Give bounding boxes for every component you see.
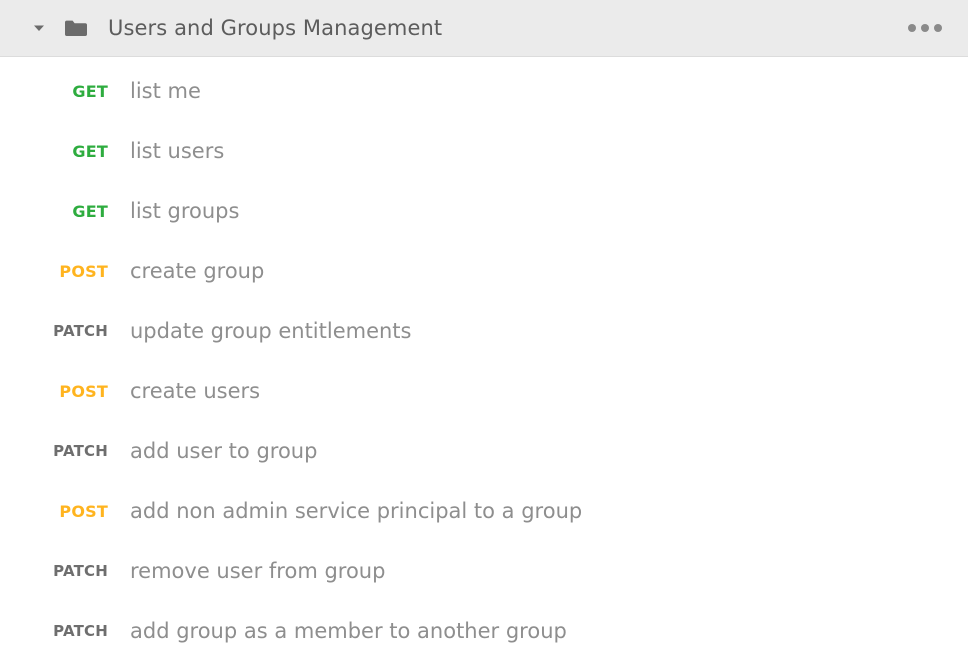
request-list	[0, 57, 968, 672]
request-name: list users	[130, 139, 225, 163]
request-method: POST	[59, 261, 108, 281]
request-name: add user to group	[130, 439, 318, 463]
list-item[interactable]	[0, 421, 968, 481]
request-name: create users	[130, 379, 261, 403]
chevron-down-icon[interactable]	[28, 17, 50, 39]
request-name: update group entitlements	[130, 319, 412, 343]
list-item[interactable]	[0, 121, 968, 181]
request-method: POST	[59, 381, 108, 401]
request-method: GET	[72, 141, 108, 161]
ellipsis-dot	[934, 24, 942, 32]
list-item[interactable]	[0, 301, 968, 361]
request-method: PATCH	[53, 322, 108, 340]
list-item[interactable]	[0, 601, 968, 661]
list-item[interactable]	[0, 481, 968, 541]
list-item[interactable]	[0, 361, 968, 421]
request-method: GET	[72, 81, 108, 101]
request-method: PATCH	[53, 442, 108, 460]
request-method: GET	[72, 201, 108, 221]
list-item[interactable]	[0, 181, 968, 241]
request-method: POST	[59, 501, 108, 521]
request-method: PATCH	[53, 562, 108, 580]
request-method: PATCH	[53, 622, 108, 640]
request-name: remove user from group	[130, 559, 386, 583]
folder-header[interactable]	[0, 0, 968, 57]
request-name: create group	[130, 259, 265, 283]
list-item[interactable]	[0, 61, 968, 121]
folder-title: Users and Groups Management	[108, 16, 443, 40]
folder-context-menu-button[interactable]	[904, 18, 946, 38]
request-name: add non admin service principal to a group	[130, 499, 583, 523]
request-name: list groups	[130, 199, 240, 223]
request-name: list me	[130, 79, 201, 103]
ellipsis-dot	[908, 24, 916, 32]
list-item[interactable]	[0, 241, 968, 301]
request-name: add group as a member to another group	[130, 619, 567, 643]
folder-icon	[64, 18, 88, 38]
list-item[interactable]	[0, 541, 968, 601]
ellipsis-dot	[921, 24, 929, 32]
